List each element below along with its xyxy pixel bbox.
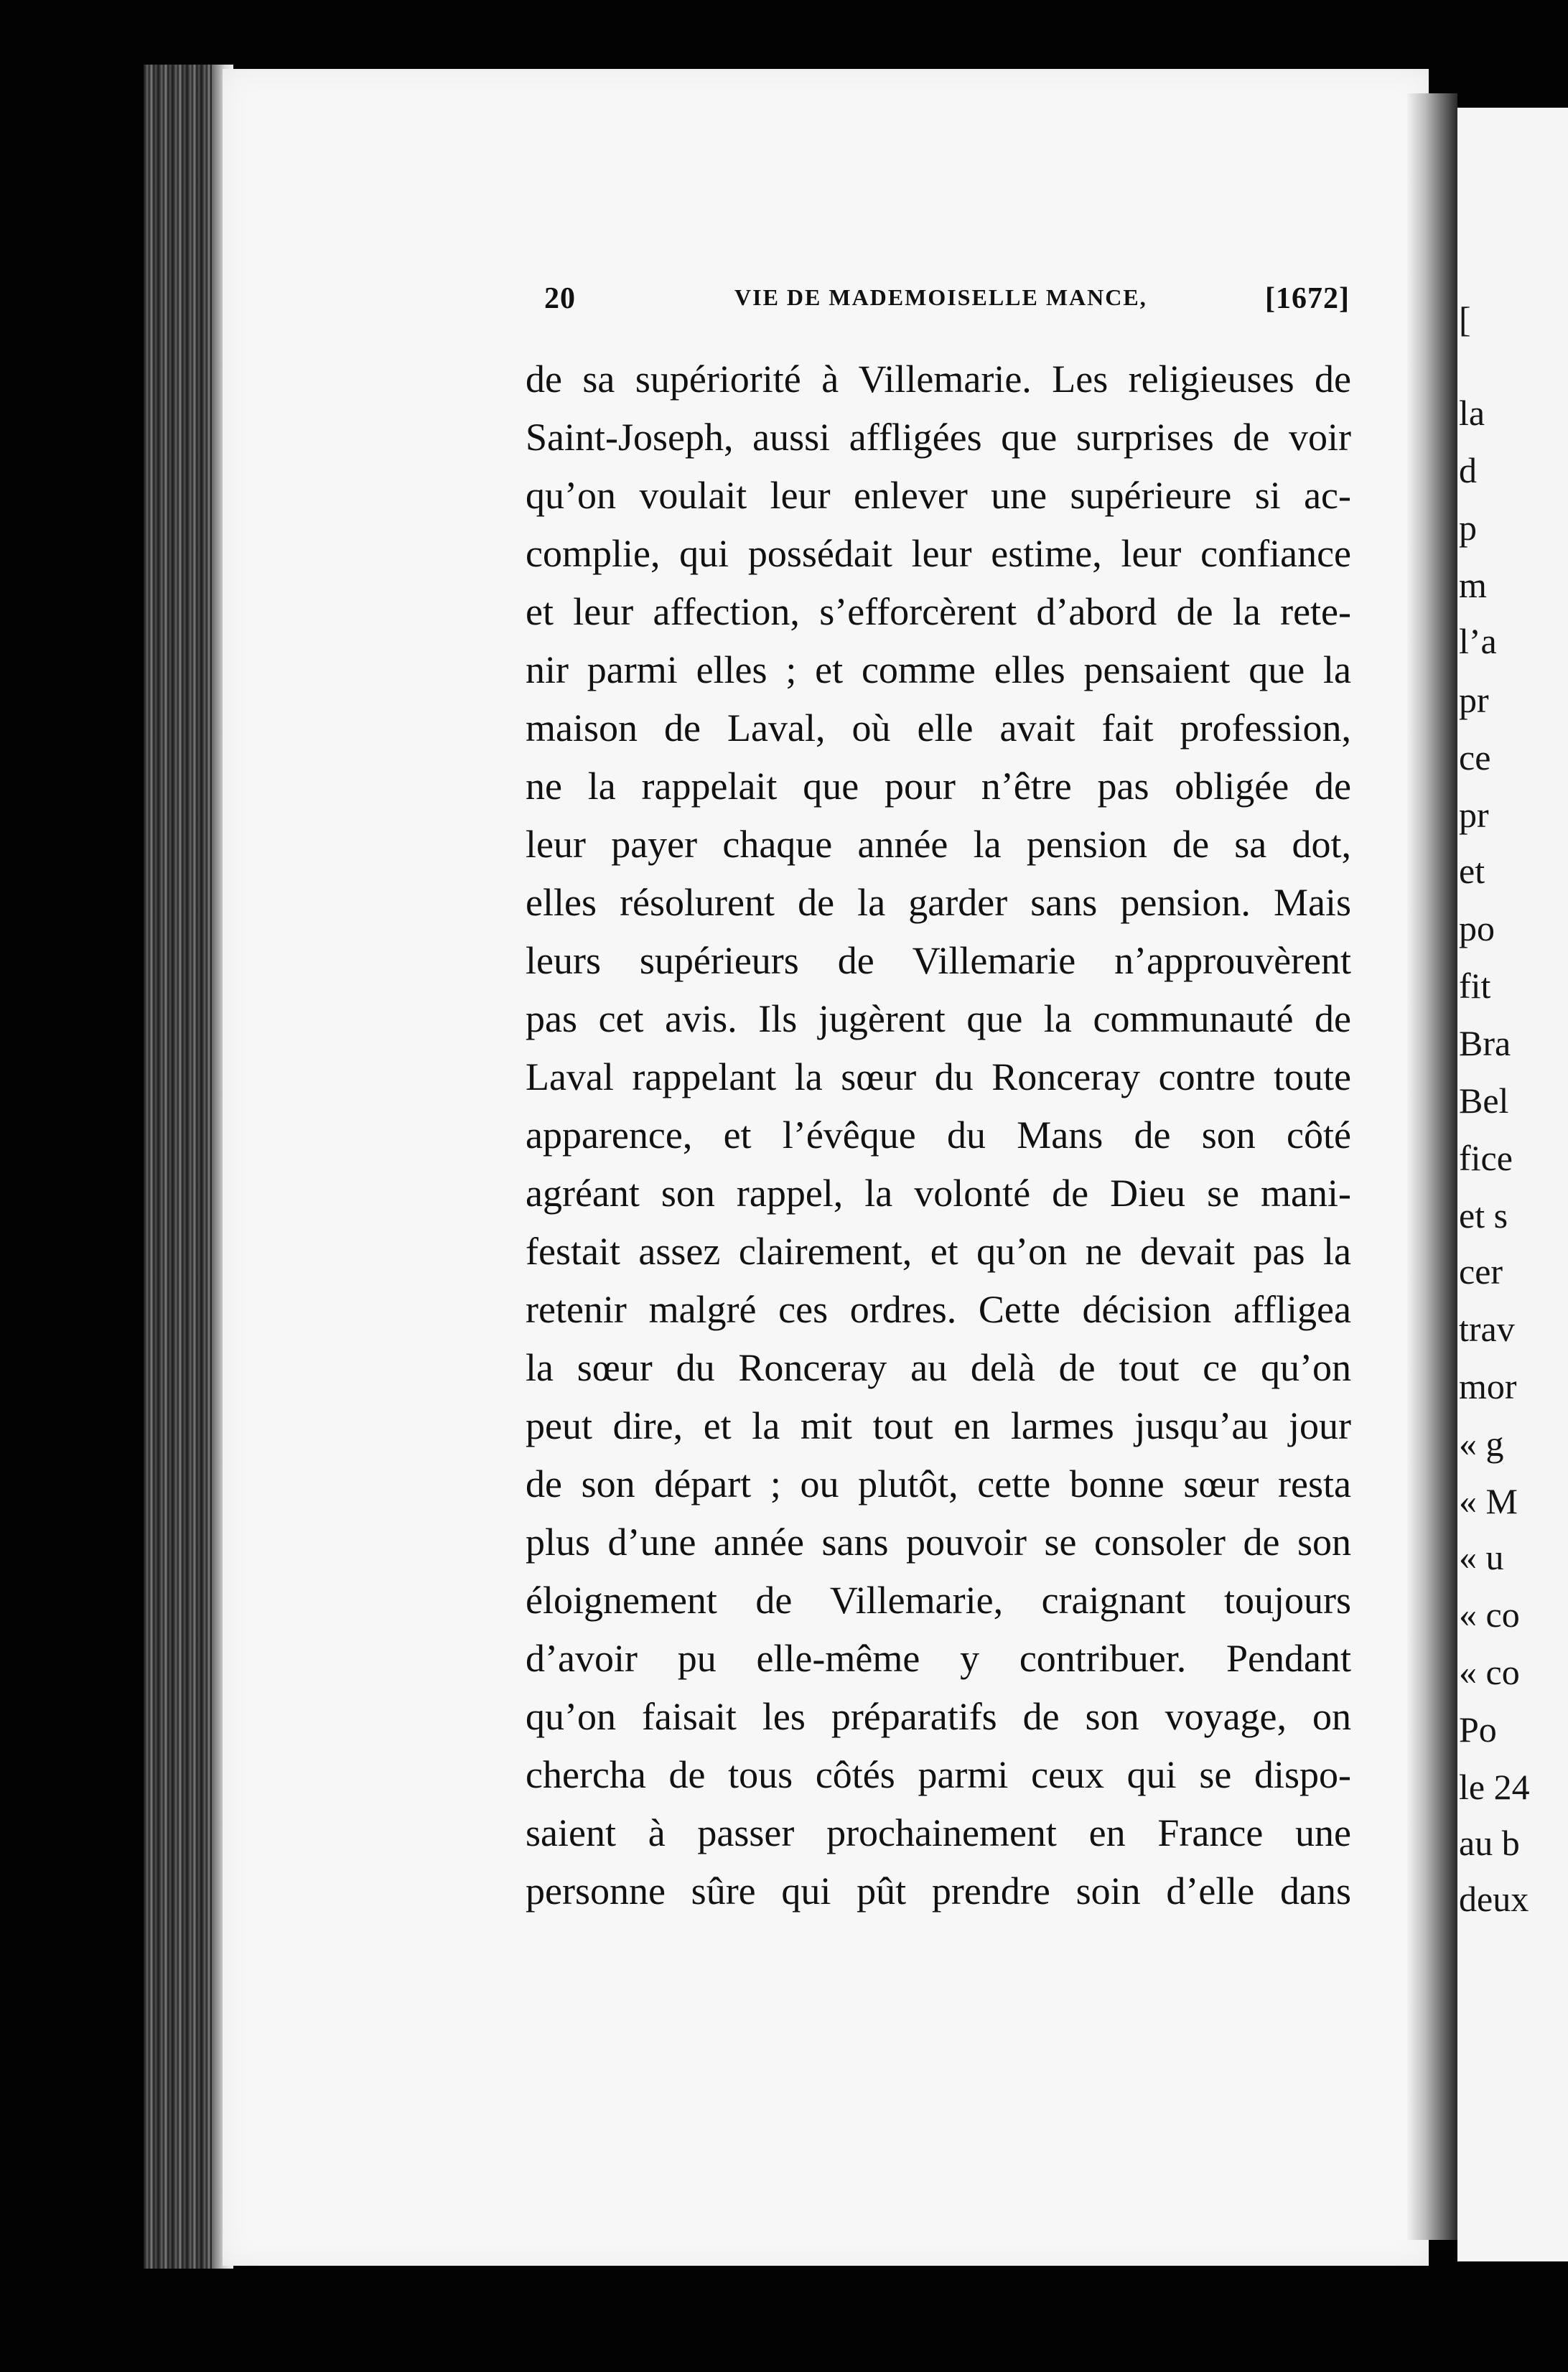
next-page-text-fragment: et s [1459, 1195, 1508, 1236]
next-page-text-fragment: « u [1459, 1537, 1504, 1577]
text-line: maison de Laval, où elle avait fait profession, [526, 706, 1351, 750]
next-page-text-fragment: et [1459, 851, 1485, 891]
next-page-text-fragment: le 24 [1459, 1767, 1530, 1807]
next-page-text-fragment: pr [1459, 795, 1489, 835]
text-line: qu’on faisait les préparatifs de son voyage, on [526, 1695, 1351, 1738]
body-text [526, 350, 1351, 1920]
next-page-text-fragment: deux [1459, 1879, 1529, 1919]
next-page-text-fragment: cer [1459, 1251, 1503, 1292]
next-page-text-fragment: Po [1459, 1709, 1497, 1750]
text-line: agréant son rappel, la volonté de Dieu se mani- [526, 1172, 1351, 1215]
next-page-fragment [1457, 108, 1568, 2261]
next-page-text-fragment: [ [1459, 299, 1471, 340]
text-line: festait assez clairement, et qu’on ne devait pas la [526, 1230, 1351, 1273]
text-line: ne la rappelait que pour n’être pas obligée de [526, 765, 1351, 808]
next-page-text-fragment: Bel [1459, 1080, 1509, 1121]
text-line: pas cet avis. Ils jugèrent que la communauté de [526, 997, 1351, 1040]
running-head [544, 281, 1350, 324]
running-title: VIE DE MADEMOISELLE MANCE, [734, 284, 1147, 310]
next-page-text-fragment: fice [1459, 1138, 1513, 1178]
page-number: 20 [544, 282, 576, 315]
text-line: de son départ ; ou plutôt, cette bonne sœur resta [526, 1462, 1351, 1505]
text-line: apparence, et l’évêque du Mans de son côté [526, 1113, 1351, 1157]
next-page-text-fragment: mor [1459, 1366, 1517, 1406]
next-page-text-fragment: m [1459, 565, 1487, 605]
text-line: chercha de tous côtés parmi ceux qui se dispo- [526, 1753, 1351, 1796]
text-line: peut dire, et la mit tout en larmes jusqu’au jour [526, 1404, 1351, 1447]
next-page-text-fragment: fit [1459, 966, 1491, 1006]
text-line: éloignement de Villemarie, craignant toujours [526, 1579, 1351, 1622]
next-page-text-fragment: « co [1459, 1594, 1520, 1635]
text-line: retenir malgré ces ordres. Cette décision affligea [526, 1288, 1351, 1331]
next-page-text-fragment: « g [1459, 1424, 1504, 1464]
text-line: elles résolurent de la garder sans pension. Mais [526, 881, 1351, 924]
next-page-text-fragment: p [1459, 508, 1477, 548]
text-line: d’avoir pu elle-même y contribuer. Pendant [526, 1637, 1351, 1680]
next-page-text-fragment: po [1459, 908, 1495, 948]
text-line: Laval rappelant la sœur du Ronceray contre toute [526, 1055, 1351, 1098]
next-page-text-fragment: d [1459, 450, 1477, 490]
next-page-text-fragment: « M [1459, 1481, 1518, 1521]
text-line: Saint-Joseph, aussi affligées que surprises de voir [526, 416, 1351, 459]
next-page-text-fragment: « co [1459, 1652, 1520, 1692]
next-page-text-fragment: au b [1459, 1823, 1520, 1863]
text-line: qu’on voulait leur enlever une supérieure si ac- [526, 474, 1351, 517]
text-line: saient à passer prochainement en France une [526, 1811, 1351, 1854]
next-page-text-fragment: l’a [1459, 621, 1497, 661]
next-page-text-fragment: ce [1459, 737, 1491, 778]
page-curl-shadow [1407, 93, 1457, 2240]
text-line: complie, qui possédait leur estime, leur confiance [526, 532, 1351, 575]
text-line: personne sûre qui pût prendre soin d’elle dans [526, 1869, 1351, 1913]
text-line: leur payer chaque année la pension de sa dot, [526, 823, 1351, 866]
next-page-text-fragment: pr [1459, 680, 1489, 720]
next-page-text-fragment: la [1459, 393, 1485, 433]
text-line: plus d’une année sans pouvoir se consoler de son [526, 1521, 1351, 1564]
text-line: la sœur du Ronceray au delà de tout ce qu’on [526, 1346, 1351, 1389]
text-line: et leur affection, s’efforcèrent d’abord de la rete- [526, 590, 1351, 633]
text-line: de sa supériorité à Villemarie. Les religieuses de [526, 358, 1351, 401]
next-page-text-fragment: trav [1459, 1309, 1515, 1349]
text-line: leurs supérieurs de Villemarie n’approuvèrent [526, 939, 1351, 982]
next-page-text-fragment: Bra [1459, 1023, 1511, 1063]
year-bracket: [1672] [1265, 282, 1350, 315]
text-line: nir parmi elles ; et comme elles pensaient que la [526, 648, 1351, 691]
book-spine [144, 65, 223, 2269]
